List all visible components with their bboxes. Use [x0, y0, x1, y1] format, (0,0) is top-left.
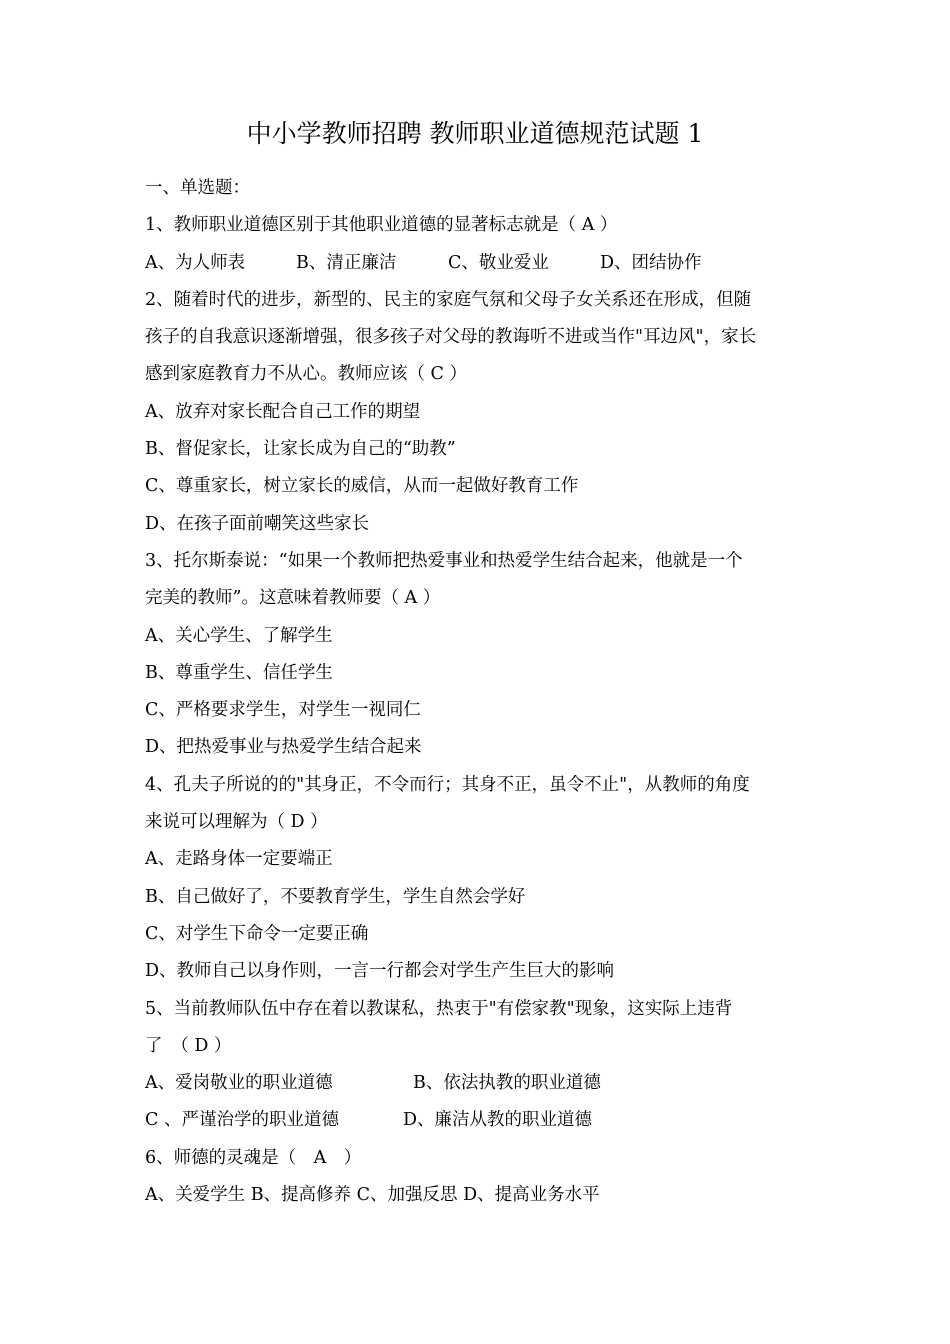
q3-option-d: D、把热爱事业与热爱学生结合起来: [145, 737, 422, 758]
q3-option-a: A、关心学生、了解学生: [145, 625, 333, 646]
q3-option-b: B、尊重学生、信任学生: [145, 662, 333, 683]
q4-option-b: B、自己做好了，不要教育学生，学生自然会学好: [145, 886, 526, 907]
question-6-stem: 6、师德的灵魂是（ A ）: [145, 1147, 362, 1168]
question-3-stem-line: 完美的教师”。这意味着教师要（ A ）: [145, 588, 441, 609]
question-4-stem-line: 4、孔夫子所说的的"其身正，不令而行；其身不正，虽令不止"，从教师的角度: [145, 774, 750, 795]
exam-content: [145, 170, 815, 1214]
question-1-options: [145, 245, 815, 282]
question-2-stem-line: 孩子的自我意识逐渐增强，很多孩子对父母的教诲听不进或当作"耳边风"，家长: [145, 327, 757, 348]
question-5-options-row-2: [145, 1102, 815, 1139]
question-5-options-row-1: [145, 1065, 815, 1102]
q1-option-a: A、为人师表: [145, 252, 246, 273]
q1-option-d: D、团结协作: [600, 252, 702, 273]
question-6-options: A、关爱学生 B、提高修养 C、加强反思 D、提高业务水平: [145, 1185, 600, 1206]
q4-option-c: C、对学生下命令一定要正确: [145, 923, 369, 944]
q2-option-b: B、督促家长，让家长成为自己的“助教”: [145, 439, 456, 460]
q5-option-b: B、依法执教的职业道德: [413, 1073, 601, 1094]
question-5-stem-line: 了 （ D ）: [145, 1035, 232, 1056]
q4-option-a: A、走路身体一定要端正: [145, 849, 333, 870]
question-3-stem-line: 3、托尔斯泰说：“如果一个教师把热爱事业和热爱学生结合起来，他就是一个: [145, 550, 743, 571]
section-heading: 一、单选题：: [145, 178, 250, 198]
q4-option-d: D、教师自己以身作则，一言一行都会对学生产生巨大的影响: [145, 961, 615, 982]
question-2-stem-line: 2、随着时代的进步，新型的、民主的家庭气氛和父母子女关系还在形成，但随: [145, 289, 752, 310]
question-1-stem: 1、教师职业道德区别于其他职业道德的显著标志就是（ A ）: [145, 215, 618, 236]
q5-option-d: D、廉洁从教的职业道德: [403, 1110, 593, 1131]
q1-option-b: B、清正廉洁: [296, 252, 397, 273]
q2-option-a: A、放弃对家长配合自己工作的期望: [145, 401, 421, 422]
q5-option-c: C 、严谨治学的职业道德: [145, 1110, 339, 1131]
q1-option-c: C、敬业爱业: [448, 252, 549, 273]
q2-option-d: D、在孩子面前嘲笑这些家长: [145, 513, 370, 534]
q5-option-a: A、爱岗敬业的职业道德: [145, 1073, 333, 1094]
document-title: 中小学教师招聘 教师职业道德规范试题 1: [246, 119, 704, 148]
question-4-stem-line: 来说可以理解为（ D ）: [145, 812, 328, 833]
question-5-stem-line: 5、当前教师队伍中存在着以教谋私，热衷于"有偿家教"现象，这实际上违背: [145, 998, 733, 1019]
q2-option-c: C、尊重家长，树立家长的威信，从而一起做好教育工作: [145, 476, 579, 497]
q3-option-c: C、严格要求学生，对学生一视同仁: [145, 700, 421, 721]
question-2-stem-line: 感到家庭教育力不从心。教师应该（ C ）: [145, 364, 468, 385]
